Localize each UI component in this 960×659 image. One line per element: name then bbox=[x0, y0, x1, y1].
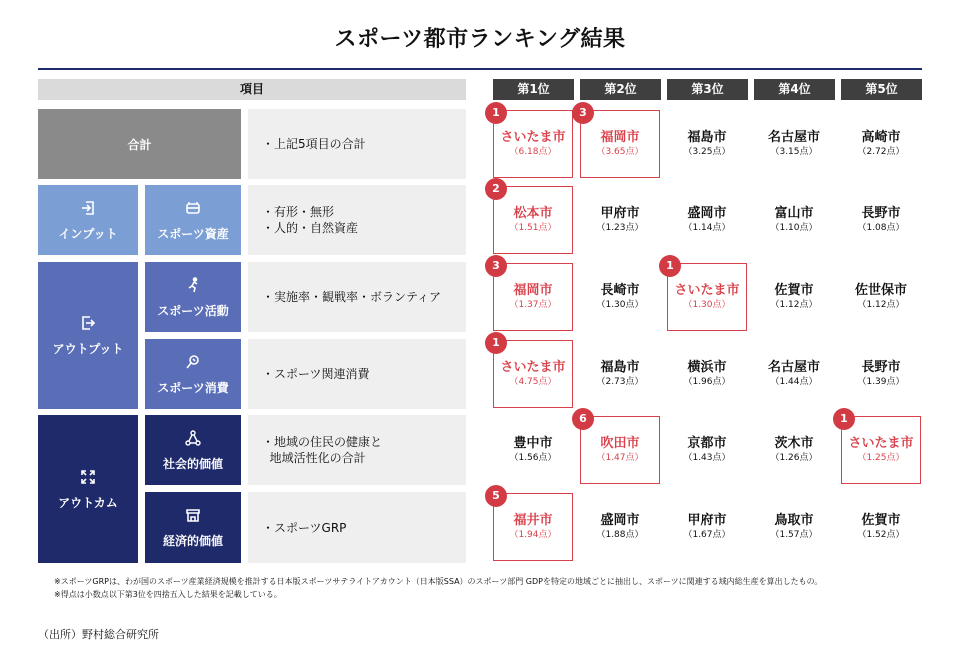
description-line: ・上記5項目の合計 bbox=[262, 137, 366, 151]
city-name: 富山市 bbox=[774, 206, 814, 221]
city-points: （1.12点） bbox=[770, 300, 818, 310]
city-name: 佐賀市 bbox=[774, 283, 814, 298]
rank-cell bbox=[667, 186, 747, 254]
city-name: 高崎市 bbox=[861, 130, 901, 145]
category-input-label: インプット bbox=[58, 226, 118, 241]
rank-cell bbox=[754, 340, 834, 408]
city-name: 盛岡市 bbox=[687, 206, 727, 221]
rank-cell bbox=[840, 412, 921, 484]
page-title: スポーツ都市ランキング結果 bbox=[334, 27, 626, 52]
rank-cell bbox=[580, 340, 660, 408]
source-credit: （出所）野村総合研究所 bbox=[38, 628, 159, 641]
overall-rank-badge: 1 bbox=[485, 332, 507, 354]
row-description bbox=[248, 492, 466, 563]
login-icon bbox=[79, 199, 97, 217]
city-name: 茨木市 bbox=[774, 436, 814, 451]
city-name: さいたま市 bbox=[500, 130, 566, 145]
city-points: （4.75点） bbox=[509, 377, 557, 387]
city-points: （3.65点） bbox=[596, 147, 644, 157]
subcategory-label: スポーツ消費 bbox=[157, 380, 229, 395]
rank-cell bbox=[841, 340, 921, 408]
city-name: 長崎市 bbox=[600, 283, 640, 298]
row-description bbox=[248, 109, 466, 179]
overall-rank-badge: 1 bbox=[659, 255, 681, 277]
rank-header-4: 第4位 bbox=[754, 79, 835, 100]
city-name: 佐賀市 bbox=[861, 513, 901, 528]
footnote-grp: ※スポーツGRPは、わが国のスポーツ産業経済規模を推計する日本版スポーツサテライトアカウント（日本版SSA）のスポーツ部門 GDPを特定の地域ごとに抽出し、スポーツに関連する域内総生産を算出したもの。 bbox=[54, 577, 823, 586]
overall-rank-badge: 1 bbox=[485, 102, 507, 124]
store-icon bbox=[184, 506, 202, 524]
rank-cell bbox=[580, 493, 660, 561]
rank-cell bbox=[492, 106, 573, 178]
city-name: 福島市 bbox=[600, 360, 640, 375]
rank-cell bbox=[754, 416, 834, 484]
category-outcome-label: アウトカム bbox=[58, 495, 118, 510]
city-name: さいたま市 bbox=[848, 436, 914, 451]
city-name: 福岡市 bbox=[513, 283, 553, 298]
subcategory-social-value bbox=[145, 415, 241, 485]
items-header: 項目 bbox=[38, 79, 466, 100]
city-name: 長野市 bbox=[861, 206, 901, 221]
description-line: ・スポーツGRP bbox=[262, 520, 347, 535]
subcategory-sports-assets bbox=[145, 185, 241, 255]
city-name: 横浜市 bbox=[687, 360, 727, 375]
city-points: （1.88点） bbox=[596, 530, 644, 540]
city-name: 甲府市 bbox=[687, 513, 727, 528]
city-points: （1.37点） bbox=[509, 300, 557, 310]
title-divider bbox=[38, 68, 922, 70]
rank-cell bbox=[492, 182, 573, 254]
city-name: 鳥取市 bbox=[774, 513, 814, 528]
expand-arrows-icon bbox=[79, 468, 97, 486]
rank-cell bbox=[841, 186, 921, 254]
city-name: 長野市 bbox=[861, 360, 901, 375]
city-points: （1.26点） bbox=[770, 453, 818, 463]
rank-cell bbox=[492, 489, 573, 561]
category-total-label: 合計 bbox=[127, 137, 152, 152]
city-points: （1.10点） bbox=[770, 223, 818, 233]
city-name: 豊中市 bbox=[513, 436, 553, 451]
rank-cell bbox=[841, 263, 921, 331]
rank-cell bbox=[841, 110, 921, 178]
row-description bbox=[248, 262, 466, 332]
rank-cell bbox=[754, 110, 834, 178]
rank-cell bbox=[580, 186, 660, 254]
rank-header-1: 第1位 bbox=[493, 79, 574, 100]
row-description bbox=[248, 185, 466, 255]
city-points: （1.57点） bbox=[770, 530, 818, 540]
subcategory-label: スポーツ活動 bbox=[157, 303, 229, 318]
rank-cell bbox=[492, 259, 573, 331]
logout-icon bbox=[79, 314, 97, 332]
subcategory-economic-value bbox=[145, 492, 241, 563]
city-points: （1.39点） bbox=[857, 377, 905, 387]
subcategory-sports-consumption bbox=[145, 339, 241, 409]
description-line: ・スポーツ関連消費 bbox=[262, 367, 370, 381]
city-points: （1.51点） bbox=[509, 223, 557, 233]
city-points: （1.25点） bbox=[857, 453, 905, 463]
city-name: 盛岡市 bbox=[600, 513, 640, 528]
category-output bbox=[38, 262, 138, 409]
category-total bbox=[38, 109, 241, 179]
shopping-icon bbox=[184, 353, 202, 371]
city-points: （1.43点） bbox=[683, 453, 731, 463]
city-points: （1.23点） bbox=[596, 223, 644, 233]
description-line: ・有形・無形 bbox=[262, 205, 335, 219]
city-name: さいたま市 bbox=[674, 283, 740, 298]
rank-cell bbox=[580, 263, 660, 331]
city-points: （1.12点） bbox=[857, 300, 905, 310]
subcategory-label: スポーツ資産 bbox=[157, 226, 229, 241]
city-name: 佐世保市 bbox=[854, 283, 907, 298]
city-points: （1.30点） bbox=[683, 300, 731, 310]
overall-rank-badge: 5 bbox=[485, 485, 507, 507]
city-name: 甲府市 bbox=[600, 206, 640, 221]
rank-cell bbox=[579, 106, 660, 178]
city-points: （1.44点） bbox=[770, 377, 818, 387]
description-line: ・人的・自然資産 bbox=[262, 221, 359, 235]
rank-header-2: 第2位 bbox=[580, 79, 661, 100]
stadium-icon bbox=[184, 199, 202, 217]
city-points: （1.52点） bbox=[857, 530, 905, 540]
runner-icon bbox=[184, 276, 202, 294]
city-name: 名古屋市 bbox=[767, 130, 820, 145]
rank-cell bbox=[667, 416, 747, 484]
city-points: （1.56点） bbox=[509, 453, 557, 463]
rank-cell bbox=[667, 493, 747, 561]
city-name: 松本市 bbox=[513, 206, 553, 221]
rank-cell bbox=[754, 263, 834, 331]
rank-cell bbox=[667, 340, 747, 408]
city-name: 福島市 bbox=[687, 130, 727, 145]
city-points: （6.18点） bbox=[509, 147, 557, 157]
city-points: （1.30点） bbox=[596, 300, 644, 310]
subcategory-label: 経済的価値 bbox=[162, 534, 223, 548]
category-input bbox=[38, 185, 138, 255]
city-name: さいたま市 bbox=[500, 360, 566, 375]
city-points: （1.96点） bbox=[683, 377, 731, 387]
city-name: 吹田市 bbox=[600, 436, 640, 451]
city-points: （1.08点） bbox=[857, 223, 905, 233]
rank-cell bbox=[579, 412, 660, 484]
rank-cell bbox=[666, 259, 747, 331]
subcategory-sports-activity bbox=[145, 262, 241, 332]
overall-rank-badge: 3 bbox=[485, 255, 507, 277]
city-points: （1.94点） bbox=[509, 530, 557, 540]
rank-header-3: 第3位 bbox=[667, 79, 748, 100]
rank-cell bbox=[493, 416, 573, 484]
rank-cell bbox=[754, 186, 834, 254]
subcategory-label: 社会的価値 bbox=[162, 456, 223, 471]
overall-rank-badge: 1 bbox=[833, 408, 855, 430]
rank-cell bbox=[754, 493, 834, 561]
city-points: （1.47点） bbox=[596, 453, 644, 463]
city-name: 京都市 bbox=[687, 436, 727, 451]
description-line: ・実施率・観戦率・ボランティア bbox=[262, 290, 442, 304]
overall-rank-badge: 3 bbox=[572, 102, 594, 124]
rank-cell bbox=[841, 493, 921, 561]
category-output-label: アウトプット bbox=[52, 342, 124, 356]
overall-rank-badge: 2 bbox=[485, 178, 507, 200]
city-points: （3.15点） bbox=[770, 147, 818, 157]
city-points: （2.72点） bbox=[857, 147, 905, 157]
rank-header-5: 第5位 bbox=[841, 79, 922, 100]
footnote-rounding: ※得点は小数点以下第3位を四捨五入した結果を記載している。 bbox=[54, 590, 282, 599]
city-name: 名古屋市 bbox=[767, 360, 820, 375]
overall-rank-badge: 6 bbox=[572, 408, 594, 430]
row-description bbox=[248, 415, 466, 485]
city-name: 福岡市 bbox=[600, 130, 640, 145]
rank-cell bbox=[667, 110, 747, 178]
row-description bbox=[248, 339, 466, 409]
city-points: （2.73点） bbox=[596, 377, 644, 387]
city-points: （1.67点） bbox=[683, 530, 731, 540]
description-line: ・地域の住民の健康と bbox=[262, 435, 383, 449]
rank-cell bbox=[492, 336, 573, 408]
category-outcome bbox=[38, 415, 138, 563]
city-points: （1.14点） bbox=[683, 223, 731, 233]
city-name: 福井市 bbox=[513, 513, 553, 528]
description-line: 地域活性化の合計 bbox=[269, 451, 366, 465]
network-icon bbox=[184, 429, 202, 447]
city-points: （3.25点） bbox=[683, 147, 731, 157]
